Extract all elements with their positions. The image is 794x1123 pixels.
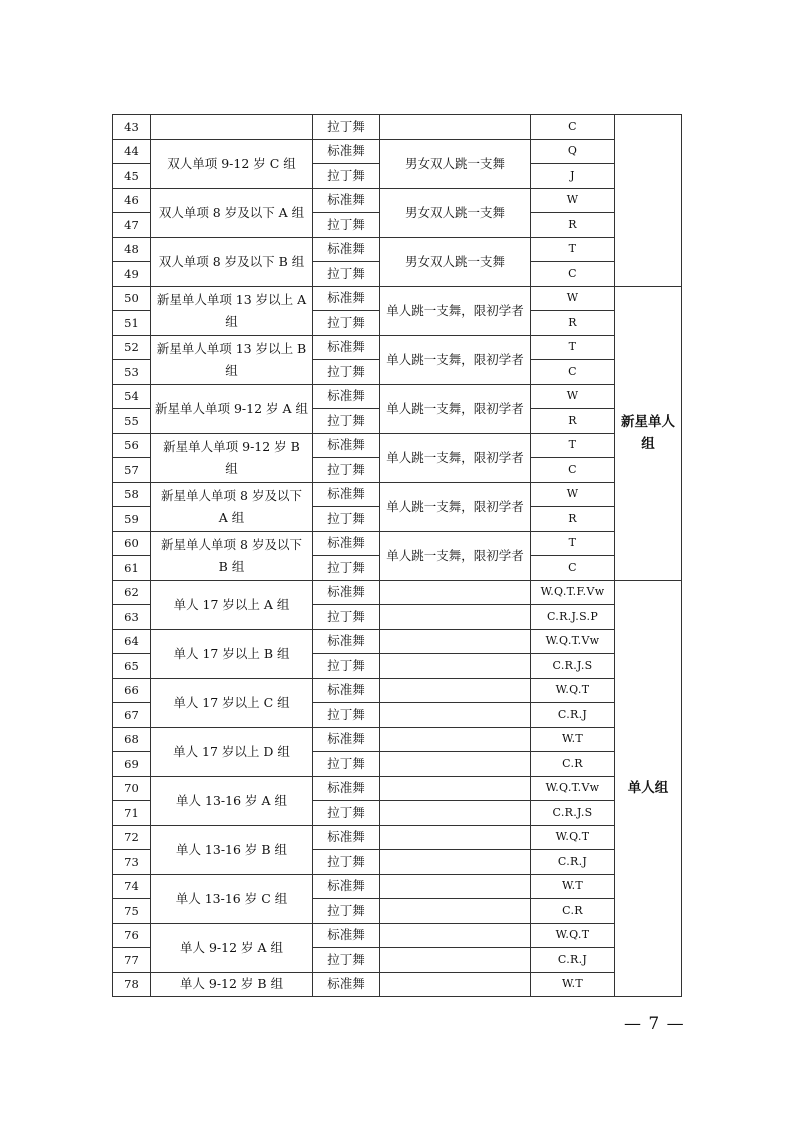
- event-name: 单人 13-16 岁 A 组: [151, 776, 313, 825]
- dance-list: C.R.J: [531, 850, 615, 875]
- table-row: [113, 874, 682, 899]
- event-name: 单人 17 岁以上 B 组: [151, 629, 313, 678]
- table-row: [113, 335, 682, 360]
- event-rule: [380, 678, 531, 703]
- dance-type: 标准舞: [313, 972, 380, 997]
- event-name: 新星单人单项 13 岁以上 A 组: [151, 286, 313, 335]
- dance-type: 拉丁舞: [313, 899, 380, 924]
- event-rule: [380, 703, 531, 728]
- dance-type: 标准舞: [313, 580, 380, 605]
- page-number: — 7 —: [624, 1014, 685, 1034]
- event-rule: [380, 727, 531, 752]
- dance-type: 拉丁舞: [313, 164, 380, 189]
- event-rule: [380, 752, 531, 777]
- dance-type: 拉丁舞: [313, 360, 380, 385]
- row-number: 49: [113, 262, 151, 287]
- event-rule: [380, 923, 531, 948]
- event-name: 单人 17 岁以上 A 组: [151, 580, 313, 629]
- row-number: 57: [113, 458, 151, 483]
- dance-list: C.R: [531, 899, 615, 924]
- event-name: 双人单项 8 岁及以下 B 组: [151, 237, 313, 286]
- group-cell-empty: [615, 115, 682, 287]
- table-row: [113, 972, 682, 997]
- dance-list: W.T: [531, 972, 615, 997]
- row-number: 65: [113, 654, 151, 679]
- dance-type: 拉丁舞: [313, 801, 380, 826]
- table-row: [113, 286, 682, 311]
- row-number: 45: [113, 164, 151, 189]
- table-row: [113, 433, 682, 458]
- event-name: 单人 17 岁以上 D 组: [151, 727, 313, 776]
- dance-list: R: [531, 507, 615, 532]
- event-name: 单人 9-12 岁 B 组: [151, 972, 313, 997]
- dance-type: 标准舞: [313, 237, 380, 262]
- row-number: 69: [113, 752, 151, 777]
- dance-list: C.R.J.S: [531, 654, 615, 679]
- group-label-newstar: 新星单人组: [615, 286, 682, 580]
- event-rule: 男女双人跳一支舞: [380, 139, 531, 188]
- row-number: 76: [113, 923, 151, 948]
- dance-list: C: [531, 556, 615, 581]
- dance-type: 拉丁舞: [313, 605, 380, 630]
- event-name: [151, 115, 313, 140]
- dance-list: W: [531, 188, 615, 213]
- dance-type: 拉丁舞: [313, 409, 380, 434]
- dance-type: 标准舞: [313, 825, 380, 850]
- table-row: [113, 825, 682, 850]
- dance-list: W.T: [531, 727, 615, 752]
- dance-type: 标准舞: [313, 678, 380, 703]
- table-row: [113, 188, 682, 213]
- row-number: 77: [113, 948, 151, 973]
- dance-list: J: [531, 164, 615, 189]
- dance-type: 标准舞: [313, 727, 380, 752]
- dance-list: W.Q.T.F.Vw: [531, 580, 615, 605]
- event-name: 新星单人单项 9-12 岁 A 组: [151, 384, 313, 433]
- table-row: [113, 923, 682, 948]
- event-name: 双人单项 8 岁及以下 A 组: [151, 188, 313, 237]
- row-number: 63: [113, 605, 151, 630]
- row-number: 73: [113, 850, 151, 875]
- dance-type: 拉丁舞: [313, 458, 380, 483]
- dance-list: R: [531, 213, 615, 238]
- dance-type: 拉丁舞: [313, 262, 380, 287]
- row-number: 59: [113, 507, 151, 532]
- dance-list: C.R.J: [531, 948, 615, 973]
- event-rule: [380, 605, 531, 630]
- dance-list: W.Q.T: [531, 825, 615, 850]
- dance-type: 标准舞: [313, 531, 380, 556]
- row-number: 67: [113, 703, 151, 728]
- dance-list: C: [531, 262, 615, 287]
- row-number: 74: [113, 874, 151, 899]
- dance-list: C: [531, 115, 615, 140]
- event-rule: [380, 801, 531, 826]
- table-row: [113, 482, 682, 507]
- event-rule: 单人跳一支舞，限初学者: [380, 482, 531, 531]
- dance-type: 标准舞: [313, 433, 380, 458]
- dance-list: W.Q.T: [531, 678, 615, 703]
- event-name: 新星单人单项 8 岁及以下 B 组: [151, 531, 313, 580]
- row-number: 46: [113, 188, 151, 213]
- row-number: 51: [113, 311, 151, 336]
- event-name: 单人 13-16 岁 C 组: [151, 874, 313, 923]
- dance-type: 标准舞: [313, 335, 380, 360]
- event-name: 新星单人单项 8 岁及以下 A 组: [151, 482, 313, 531]
- row-number: 52: [113, 335, 151, 360]
- group-label-solo: 单人组: [615, 580, 682, 997]
- row-number: 55: [113, 409, 151, 434]
- dance-type: 拉丁舞: [313, 654, 380, 679]
- dance-list: T: [531, 531, 615, 556]
- event-rule: [380, 850, 531, 875]
- table-row: [113, 727, 682, 752]
- dance-list: W: [531, 482, 615, 507]
- competition-table: [112, 114, 682, 997]
- dance-type: 标准舞: [313, 384, 380, 409]
- dance-list: W.Q.T: [531, 923, 615, 948]
- event-rule: [380, 629, 531, 654]
- row-number: 70: [113, 776, 151, 801]
- dance-list: R: [531, 409, 615, 434]
- table-row: [113, 776, 682, 801]
- dance-list: C.R.J: [531, 703, 615, 728]
- dance-type: 标准舞: [313, 286, 380, 311]
- table-row: [113, 580, 682, 605]
- event-name: 单人 17 岁以上 C 组: [151, 678, 313, 727]
- event-rule: [380, 580, 531, 605]
- dance-type: 标准舞: [313, 139, 380, 164]
- dance-type: 拉丁舞: [313, 752, 380, 777]
- table-row: [113, 384, 682, 409]
- event-rule: 男女双人跳一支舞: [380, 237, 531, 286]
- event-name: 单人 13-16 岁 B 组: [151, 825, 313, 874]
- dance-list: C: [531, 360, 615, 385]
- row-number: 61: [113, 556, 151, 581]
- table-row: [113, 139, 682, 164]
- table-row: [113, 531, 682, 556]
- event-rule: 单人跳一支舞，限初学者: [380, 384, 531, 433]
- dance-type: 拉丁舞: [313, 703, 380, 728]
- dance-list: W: [531, 286, 615, 311]
- dance-type: 标准舞: [313, 188, 380, 213]
- dance-type: 拉丁舞: [313, 507, 380, 532]
- dance-type: 拉丁舞: [313, 213, 380, 238]
- row-number: 58: [113, 482, 151, 507]
- table-row: [113, 237, 682, 262]
- dance-list: W: [531, 384, 615, 409]
- table-row: [113, 678, 682, 703]
- dance-list: T: [531, 237, 615, 262]
- event-rule: 单人跳一支舞，限初学者: [380, 335, 531, 384]
- event-name: 新星单人单项 9-12 岁 B 组: [151, 433, 313, 482]
- dance-type: 标准舞: [313, 923, 380, 948]
- row-number: 72: [113, 825, 151, 850]
- row-number: 78: [113, 972, 151, 997]
- dance-list: T: [531, 433, 615, 458]
- event-rule: [380, 654, 531, 679]
- table-row: [113, 629, 682, 654]
- dance-type: 拉丁舞: [313, 948, 380, 973]
- event-name: 双人单项 9-12 岁 C 组: [151, 139, 313, 188]
- row-number: 64: [113, 629, 151, 654]
- row-number: 60: [113, 531, 151, 556]
- dance-type: 拉丁舞: [313, 556, 380, 581]
- dance-list: R: [531, 311, 615, 336]
- row-number: 43: [113, 115, 151, 140]
- row-number: 50: [113, 286, 151, 311]
- event-rule: 单人跳一支舞，限初学者: [380, 286, 531, 335]
- dance-list: C.R.J.S.P: [531, 605, 615, 630]
- event-rule: [380, 115, 531, 140]
- event-rule: 单人跳一支舞，限初学者: [380, 433, 531, 482]
- row-number: 47: [113, 213, 151, 238]
- dance-list: T: [531, 335, 615, 360]
- row-number: 75: [113, 899, 151, 924]
- event-rule: [380, 948, 531, 973]
- dance-list: Q: [531, 139, 615, 164]
- event-name: 单人 9-12 岁 A 组: [151, 923, 313, 972]
- row-number: 53: [113, 360, 151, 385]
- event-rule: [380, 825, 531, 850]
- dance-list: C.R: [531, 752, 615, 777]
- row-number: 62: [113, 580, 151, 605]
- row-number: 66: [113, 678, 151, 703]
- table-row: [113, 115, 682, 140]
- row-number: 56: [113, 433, 151, 458]
- dance-type: 标准舞: [313, 482, 380, 507]
- dance-list: W.T: [531, 874, 615, 899]
- dance-type: 标准舞: [313, 629, 380, 654]
- event-rule: [380, 874, 531, 899]
- event-name: 新星单人单项 13 岁以上 B 组: [151, 335, 313, 384]
- dance-type: 拉丁舞: [313, 850, 380, 875]
- event-rule: [380, 899, 531, 924]
- event-rule: 男女双人跳一支舞: [380, 188, 531, 237]
- event-rule: [380, 776, 531, 801]
- event-rule: [380, 972, 531, 997]
- dance-type: 拉丁舞: [313, 115, 380, 140]
- dance-type: 标准舞: [313, 776, 380, 801]
- dance-list: C: [531, 458, 615, 483]
- row-number: 54: [113, 384, 151, 409]
- dance-list: W.Q.T.Vw: [531, 629, 615, 654]
- row-number: 68: [113, 727, 151, 752]
- row-number: 44: [113, 139, 151, 164]
- row-number: 48: [113, 237, 151, 262]
- event-rule: 单人跳一支舞，限初学者: [380, 531, 531, 580]
- dance-type: 拉丁舞: [313, 311, 380, 336]
- row-number: 71: [113, 801, 151, 826]
- dance-list: C.R.J.S: [531, 801, 615, 826]
- dance-list: W.Q.T.Vw: [531, 776, 615, 801]
- dance-type: 标准舞: [313, 874, 380, 899]
